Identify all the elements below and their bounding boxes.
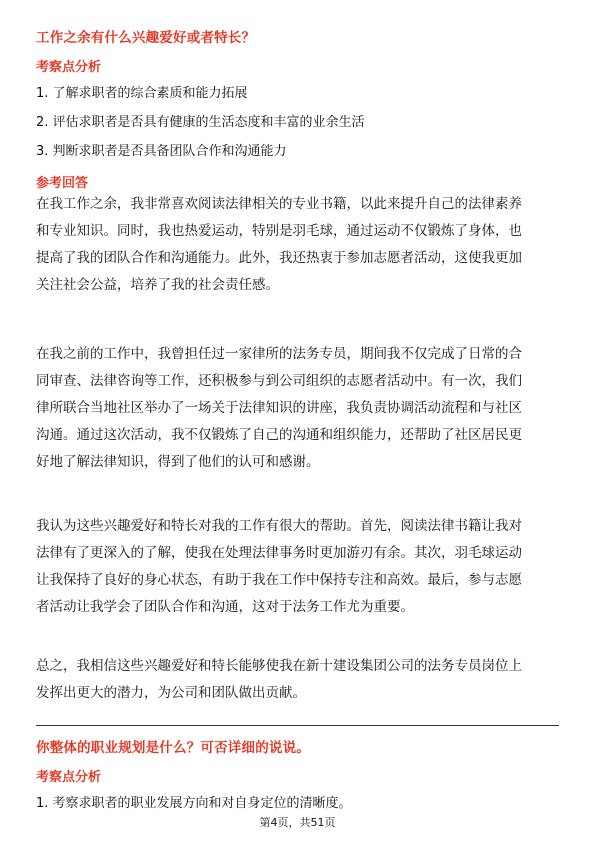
paragraph-line: 法律有了更深入的了解，使我在处理法律事务时更加游刃有余。其次，羽毛球运动 — [36, 545, 522, 561]
paragraph-line: 同审查、法律咨询等工作，还积极参与到公司组织的志愿者活动中。有一次，我们 — [36, 373, 522, 389]
paragraph-line: 发挥出更大的潜力，为公司和团队做出贡献。 — [36, 685, 306, 701]
answer-paragraph — [36, 191, 560, 299]
paragraph-line: 提高了我的团队合作和沟通能力。此外，我还热衷于参加志愿者活动，这使我更加 — [36, 250, 522, 266]
answer-heading: 参考回答 — [36, 176, 89, 191]
answer-paragraph — [36, 513, 560, 621]
analysis-item: 1. 考察求职者的职业发展方向和对自身定位的清晰度。 — [36, 796, 352, 811]
page-number: 第4页，共51页 — [259, 816, 336, 829]
paragraph-line: 关注社会公益，培养了我的社会责任感。 — [36, 277, 279, 293]
analysis-heading: 考察点分析 — [36, 770, 102, 785]
section-divider — [36, 725, 559, 726]
paragraph-line: 让我保持了良好的身心状态，有助于我在工作中保持专注和高效。最后，参与志愿 — [36, 572, 522, 588]
paragraph-line: 律所联合当地社区举办了一场关于法律知识的讲座，我负责协调活动流程和与社区 — [36, 400, 522, 416]
paragraph-line: 我认为这些兴趣爱好和特长对我的工作有很大的帮助。首先，阅读法律书籍让我对 — [36, 518, 522, 534]
answer-paragraph — [36, 341, 560, 476]
paragraph-line: 沟通。通过这次活动，我不仅锻炼了自己的沟通和组织能力，还帮助了社区居民更 — [36, 427, 522, 443]
analysis-item: 2. 评估求职者是否具有健康的生活态度和丰富的业余生活 — [36, 115, 365, 130]
paragraph-line: 在我之前的工作中，我曾担任过一家律所的法务专员，期间我不仅完成了日常的合 — [36, 346, 522, 362]
question-heading: 工作之余有什么兴趣爱好或者特长？ — [36, 30, 256, 46]
paragraph-line: 好地了解法律知识，得到了他们的认可和感谢。 — [36, 454, 320, 470]
answer-paragraph — [36, 653, 560, 707]
paragraph-line: 者活动让我学会了团队合作和沟通，这对于法务工作尤为重要。 — [36, 599, 414, 615]
analysis-item: 3. 判断求职者是否具备团队合作和沟通能力 — [36, 144, 287, 159]
paragraph-line: 在我工作之余，我非常喜欢阅读法律相关的专业书籍，以此来提升自己的法律素养 — [36, 196, 522, 212]
paragraph-line: 总之，我相信这些兴趣爱好和特长能够使我在新十建设集团公司的法务专员岗位上 — [36, 658, 522, 674]
paragraph-line: 和专业知识。同时，我也热爱运动，特别是羽毛球，通过运动不仅锻炼了身体，也 — [36, 223, 522, 239]
question-heading: 你整体的职业规划是什么？可否详细的说说。 — [36, 740, 310, 756]
analysis-item: 1. 了解求职者的综合素质和能力拓展 — [36, 86, 248, 101]
analysis-heading: 考察点分析 — [36, 60, 102, 75]
